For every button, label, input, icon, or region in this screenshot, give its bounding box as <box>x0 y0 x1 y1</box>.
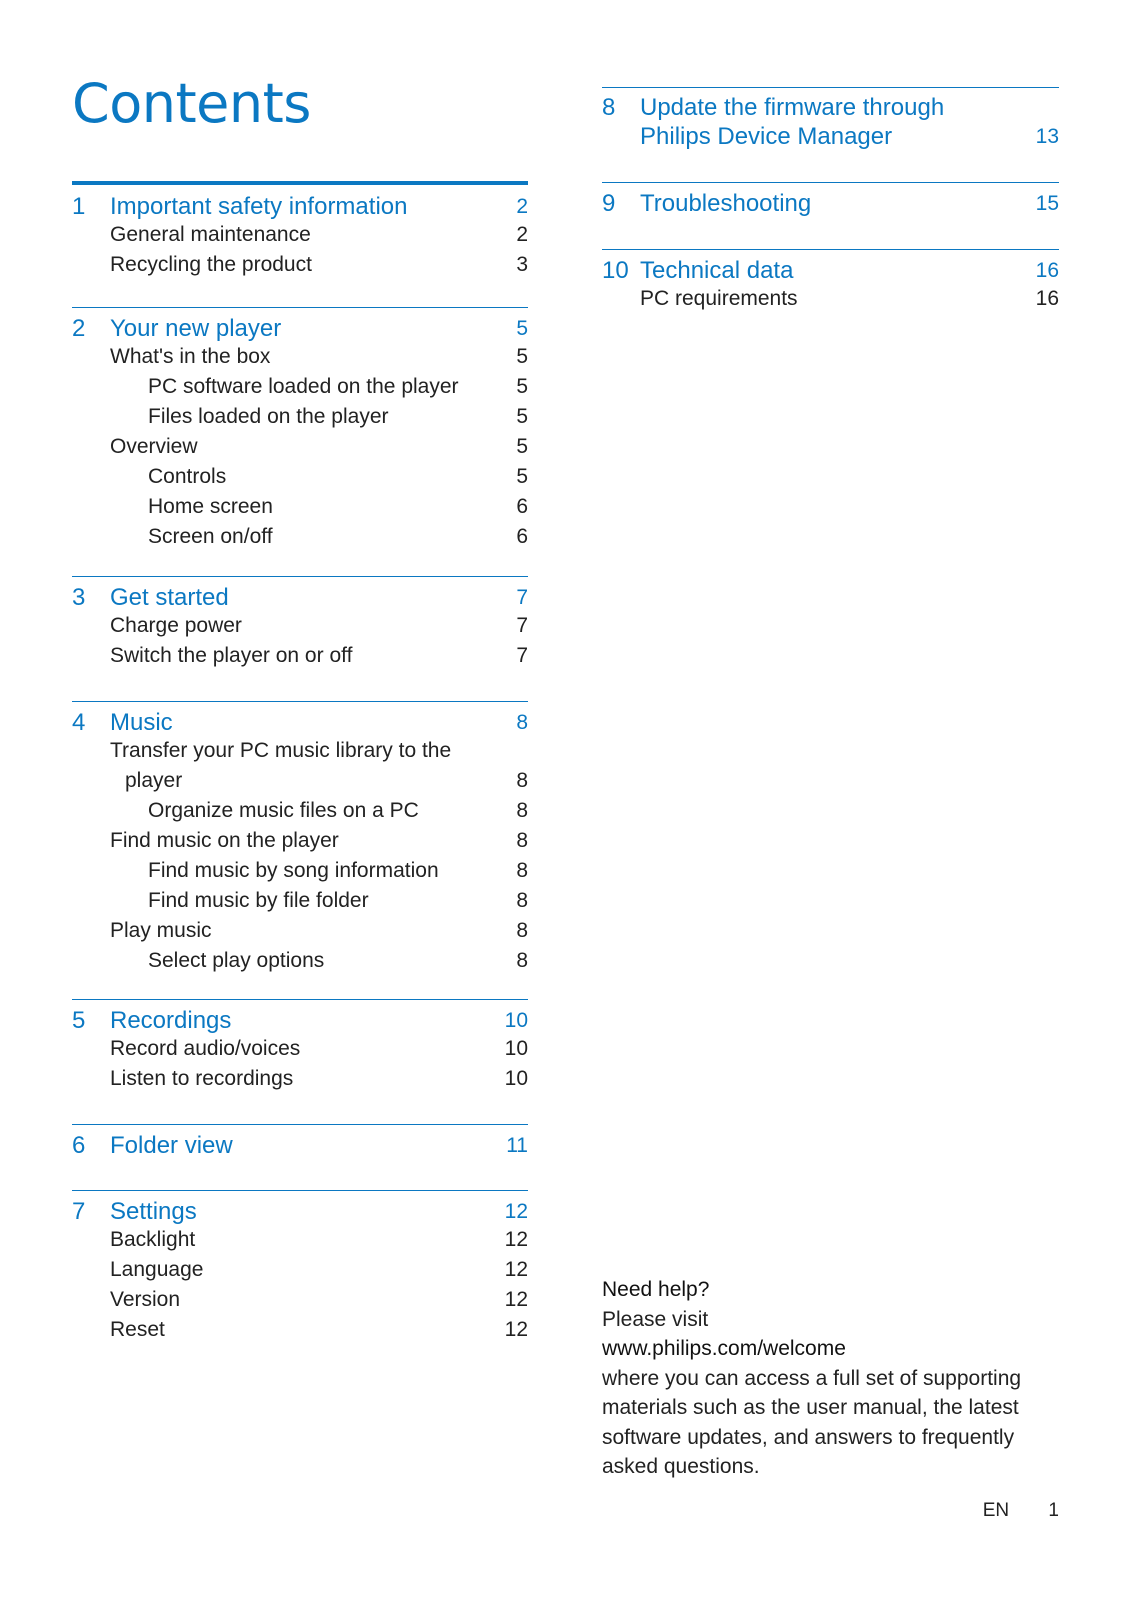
entry-page: 8 <box>516 949 528 972</box>
chapter-page: 11 <box>506 1134 528 1157</box>
entry-page: 5 <box>516 405 528 428</box>
entry-page: 5 <box>516 435 528 458</box>
toc-entry[interactable] <box>72 796 528 826</box>
toc-section-8 <box>602 87 1059 151</box>
toc-entry[interactable] <box>602 284 1059 314</box>
toc-chapter-7[interactable] <box>72 1196 528 1228</box>
toc-entry[interactable] <box>72 1034 528 1064</box>
help-body-line: asked questions. <box>602 1455 760 1478</box>
entry-label: Overview <box>110 435 198 458</box>
toc-chapter-9[interactable] <box>602 188 1059 220</box>
chapter-number: 3 <box>72 584 86 611</box>
toc-chapter-6[interactable] <box>72 1130 528 1162</box>
toc-entry[interactable] <box>72 611 528 641</box>
toc-entry[interactable] <box>72 1064 528 1094</box>
chapter-title: Music <box>110 709 173 736</box>
chapter-title: Settings <box>110 1198 197 1225</box>
chapter-title: Your new player <box>110 315 282 342</box>
toc-entry-continuation[interactable] <box>72 766 528 796</box>
chapter-title: Important safety information <box>110 193 408 220</box>
help-body-line: materials such as the user manual, the latest <box>602 1396 1019 1419</box>
chapter-title: Technical data <box>640 257 794 284</box>
entry-label: Reset <box>110 1318 165 1341</box>
toc-entry[interactable] <box>72 946 528 976</box>
chapter-page: 16 <box>1035 259 1059 282</box>
chapter-title: Recordings <box>110 1007 232 1034</box>
entry-label: Find music by song information <box>148 859 439 882</box>
toc-section-9 <box>602 182 1059 220</box>
entry-label: Find music by file folder <box>148 889 369 912</box>
toc-entry[interactable] <box>72 1315 528 1345</box>
entry-label: player <box>125 769 183 792</box>
chapter-number: 1 <box>72 193 86 220</box>
entry-label: Version <box>110 1288 181 1311</box>
chapter-title-line2: Philips Device Manager <box>640 123 893 150</box>
chapter-number: 2 <box>72 315 86 342</box>
toc-entry[interactable] <box>72 641 528 671</box>
toc-chapter-10[interactable] <box>602 255 1059 287</box>
toc-section-3 <box>72 576 528 671</box>
chapter-page: 2 <box>516 195 528 218</box>
toc-entry[interactable] <box>72 522 528 552</box>
toc-chapter-1[interactable] <box>72 191 528 223</box>
chapter-page: 10 <box>504 1009 528 1032</box>
entry-page: 12 <box>504 1318 528 1341</box>
chapter-number: 10 <box>602 257 629 284</box>
toc-chapter-8[interactable] <box>602 93 1059 122</box>
toc-entry[interactable] <box>72 1225 528 1255</box>
entry-page: 2 <box>516 223 528 246</box>
page-title: Contents <box>72 72 311 135</box>
entry-page: 8 <box>516 859 528 882</box>
entry-label: Switch the player on or off <box>110 644 353 667</box>
help-note <box>602 1275 1062 1482</box>
entry-page: 16 <box>1035 287 1059 310</box>
entry-label: Organize music files on a PC <box>148 799 419 822</box>
entry-page: 8 <box>516 829 528 852</box>
entry-page: 12 <box>504 1228 528 1251</box>
entry-page: 3 <box>516 253 528 276</box>
entry-label: Recycling the product <box>110 253 312 276</box>
toc-entry[interactable] <box>72 492 528 522</box>
chapter-page: 15 <box>1035 192 1059 215</box>
page-number: 1 <box>1048 1500 1059 1521</box>
toc-section-1 <box>72 181 528 280</box>
entry-page: 10 <box>504 1037 528 1060</box>
entry-label: General maintenance <box>110 223 311 246</box>
entry-label: Find music on the player <box>110 829 339 852</box>
chapter-title: Troubleshooting <box>640 190 812 217</box>
toc-chapter-3[interactable] <box>72 582 528 614</box>
chapter-number: 8 <box>602 94 616 121</box>
toc-entry[interactable] <box>72 342 528 372</box>
entry-label: Language <box>110 1258 204 1281</box>
chapter-title-line1: Update the firmware through <box>640 94 945 121</box>
entry-page: 8 <box>516 919 528 942</box>
toc-chapter-2[interactable] <box>72 313 528 345</box>
entry-label: Charge power <box>110 614 242 637</box>
chapter-page: 8 <box>516 711 528 734</box>
chapter-number: 5 <box>72 1007 86 1034</box>
entry-label: Record audio/voices <box>110 1037 301 1060</box>
entry-page: 7 <box>516 644 528 667</box>
toc-chapter-5[interactable] <box>72 1005 528 1037</box>
toc-entry[interactable] <box>72 372 528 402</box>
entry-page: 12 <box>504 1288 528 1311</box>
entry-label: Home screen <box>148 495 273 518</box>
chapter-title: Folder view <box>110 1132 233 1159</box>
help-body-line: where you can access a full set of supporting <box>602 1366 1022 1390</box>
chapter-title: Get started <box>110 584 229 611</box>
entry-page: 6 <box>516 525 528 548</box>
toc-entry[interactable] <box>72 220 528 250</box>
toc-chapter-8-cont[interactable] <box>602 122 1059 151</box>
toc-section-4 <box>72 701 528 976</box>
entry-page: 8 <box>516 769 528 792</box>
entry-page: 7 <box>516 614 528 637</box>
toc-entry[interactable] <box>72 736 528 766</box>
toc-entry[interactable] <box>72 856 528 886</box>
chapter-number: 6 <box>72 1132 86 1159</box>
help-body-line: software updates, and answers to frequently <box>602 1425 1015 1449</box>
entry-label: Select play options <box>148 949 325 972</box>
entry-label: Files loaded on the player <box>148 405 389 428</box>
toc-section-7 <box>72 1190 528 1345</box>
entry-page: 12 <box>504 1258 528 1281</box>
entry-page: 5 <box>516 465 528 488</box>
entry-label: Transfer your PC music library to the <box>110 739 452 762</box>
language-code: EN <box>982 1500 1010 1521</box>
chapter-page: 7 <box>516 586 528 609</box>
entry-label: PC software loaded on the player <box>148 375 459 398</box>
help-line: Please visit <box>602 1307 709 1331</box>
entry-page: 8 <box>516 889 528 912</box>
help-heading: Need help? <box>602 1278 710 1301</box>
chapter-number: 7 <box>72 1198 86 1225</box>
toc-entry[interactable] <box>72 250 528 280</box>
toc-section-10 <box>602 249 1059 314</box>
entry-label: Screen on/off <box>148 525 273 548</box>
entry-label: PC requirements <box>640 287 798 310</box>
toc-entry[interactable] <box>72 462 528 492</box>
help-url-link[interactable]: www.philips.com/welcome <box>602 1337 846 1360</box>
entry-label: Backlight <box>110 1228 196 1251</box>
toc-section-2 <box>72 307 528 552</box>
entry-page: 6 <box>516 495 528 518</box>
toc-entry[interactable] <box>72 826 528 856</box>
toc-section-6 <box>72 1124 528 1162</box>
entry-page: 10 <box>504 1067 528 1090</box>
page-footer <box>983 1500 1059 1522</box>
toc-entry[interactable] <box>72 1255 528 1285</box>
chapter-page: 13 <box>1035 125 1059 148</box>
toc-chapter-4[interactable] <box>72 707 528 739</box>
entry-page: 5 <box>516 345 528 368</box>
toc-entry[interactable] <box>72 402 528 432</box>
chapter-page: 12 <box>504 1200 528 1223</box>
chapter-page: 5 <box>516 317 528 340</box>
toc-section-5 <box>72 999 528 1094</box>
toc-entry[interactable] <box>72 432 528 462</box>
entry-page: 5 <box>516 375 528 398</box>
toc-entry[interactable] <box>72 916 528 946</box>
entry-label: Play music <box>110 919 212 942</box>
entry-page: 8 <box>516 799 528 822</box>
entry-label: What's in the box <box>110 345 271 368</box>
toc-entry[interactable] <box>72 1285 528 1315</box>
chapter-number: 4 <box>72 709 86 736</box>
chapter-number: 9 <box>602 190 616 217</box>
toc-entry[interactable] <box>72 886 528 916</box>
entry-label: Listen to recordings <box>110 1067 294 1090</box>
entry-label: Controls <box>148 465 227 488</box>
